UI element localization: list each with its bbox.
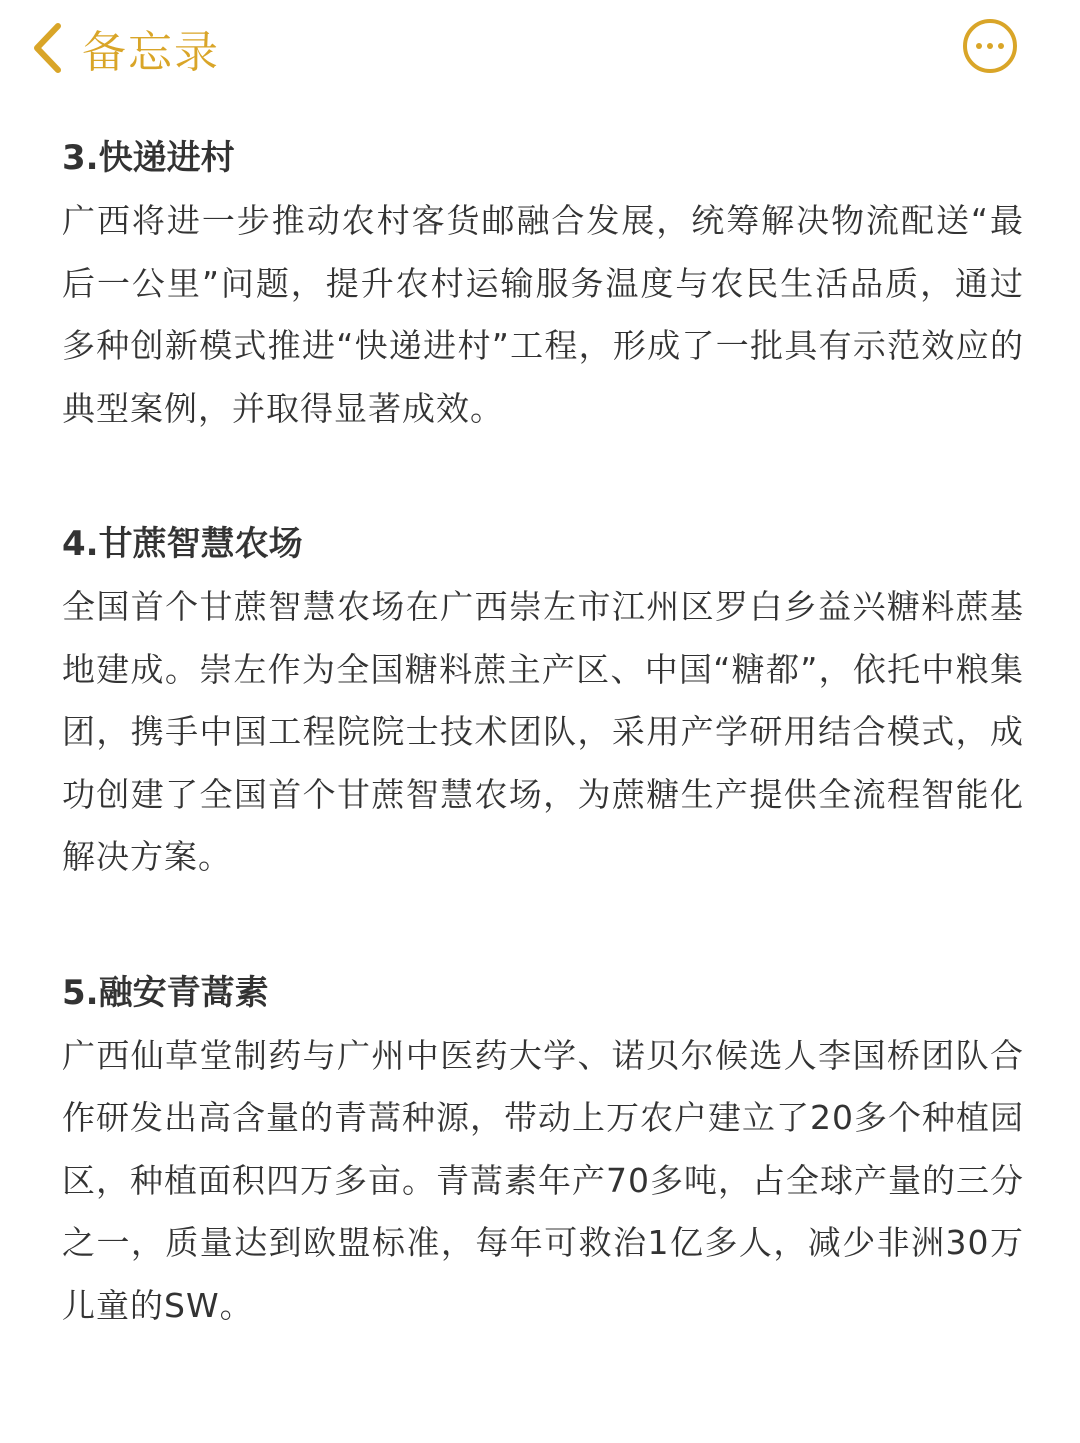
- more-button[interactable]: [963, 19, 1017, 73]
- section-title: 4.甘蔗智慧农场: [62, 524, 303, 564]
- section-title: 5.融安青蒿素: [62, 972, 269, 1013]
- section-body: 广西将进一步推动农村客货邮融合发展，统筹解决物流配送“最后一公里”问题，提升农村运输服务温度与农民生活品质，通过多种创新模式推进“快递进村”工程，形成了一批具有示范效应的典型案例，并取得显著成效。: [62, 201, 1024, 428]
- section-title: 3.快递进村: [62, 138, 235, 178]
- note-section: [62, 961, 1024, 1338]
- section-body: 广西仙草堂制药与广州中医药大学、诺贝尔候选人李国桥团队合作研发出高含量的青蒿种源，带动上万农户建立了20多个种植园区，种植面积四万多亩。青蒿素年产70多吨，占全球产量的三分之一，质量达到欧盟标准，每年可救治1亿多人，减少非洲30万儿童的SW。: [62, 1035, 1024, 1325]
- back-button[interactable]: [30, 18, 220, 78]
- more-icon: [976, 43, 982, 49]
- chevron-left-icon: [30, 22, 64, 74]
- note-content[interactable]: [62, 126, 1024, 1337]
- note-section: [62, 512, 1024, 889]
- navigation-bar: [0, 0, 1080, 100]
- back-label: 备忘录: [82, 27, 220, 78]
- note-section: [62, 126, 1024, 440]
- section-body: 全国首个甘蔗智慧农场在广西崇左市江州区罗白乡益兴糖料蔗基地建成。崇左作为全国糖料蔗主产区、中国“糖都”，依托中粮集团，携手中国工程院院士技术团队，采用产学研用结合模式，成功创建了全国首个甘蔗智慧农场，为蔗糖生产提供全流程智能化解决方案。: [62, 587, 1024, 876]
